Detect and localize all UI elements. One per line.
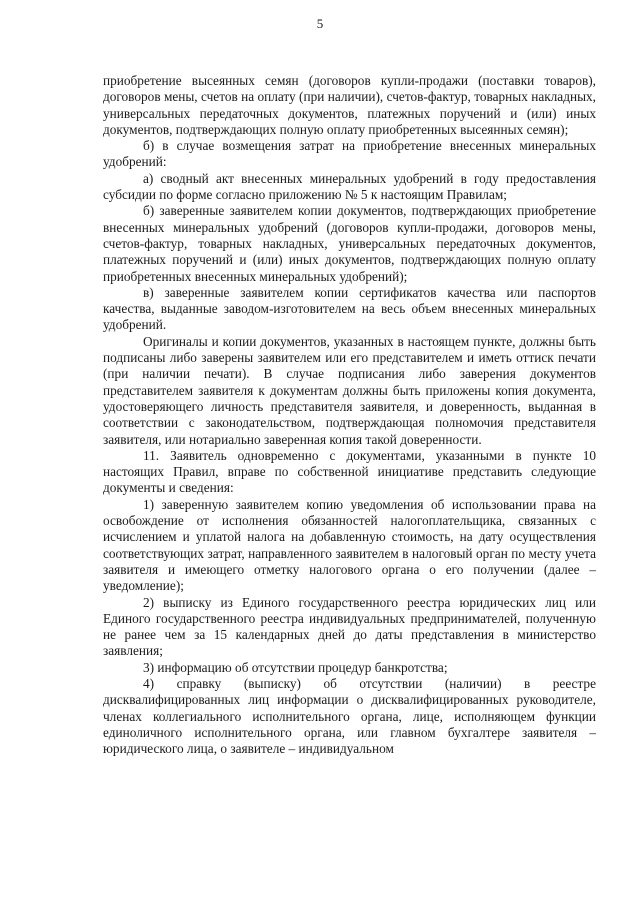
paragraph-item-4: 4) справку (выписку) об отсутствии (наличии) в реестре дисквалифицированных лиц информации о дисквалифицированных руководителе, членах коллегиального исполнительного органа, лице, исполняющем функции единоличного исполнительного органа, или главном бухгалтере заявителя – юридического лица, о заявителе – индивидуальном [103,675,596,757]
page-number: 5 [316,16,324,31]
paragraph-item-1: 1) заверенную заявителем копию уведомления об использовании права на освобождение от исполнения обязанностей налогоплательщика, связанных с исчислением и уплатой налога на добавленную стоимость, на дату осуществления соответствующих затрат, направленного заявителем в налоговый орган по месту учета заявителя и имеющего отметку налогового органа о его получении (далее – уведомление); [103,496,596,594]
paragraph-subitem-a: а) сводный акт внесенных минеральных удобрений в году предоставления субсидии по форме согласно приложению № 5 к настоящим Правилам; [103,170,596,203]
paragraph-subitem-b: б) заверенные заявителем копии документов, подтверждающих приобретение внесенных минеральных удобрений (договоров купли-продажи, договоров мены, счетов-фактур, товарных накладных, универсальных передаточных документов, платежных поручений и (или) иных документов, подтверждающих полную оплату приобретенных внесенных минеральных удобрений); [103,203,596,284]
paragraph-item-b: б) в случае возмещения затрат на приобретение внесенных минеральных удобрений: [103,138,596,170]
paragraph-clause-11: 11. Заявитель одновременно с документами, указанными в пункте 10 настоящих Правил, вправе по собственной инициативе представить следующие документы и сведения: [103,447,596,496]
paragraph-continuation: приобретение высеянных семян (договоров купли-продажи (поставки товаров), договоров мены, счетов на оплату (при наличии), счетов-фактур, товарных накладных, универсальных передаточных документов, платежных поручений и (или) иных документов, подтверждающих полную оплату приобретенных высеянных семян); [103,73,596,137]
paragraph-subitem-v: в) заверенные заявителем копии сертификатов качества или паспортов качества, выданные заводом-изготовителем на весь объем внесенных минеральных удобрений. [103,284,596,333]
paragraph-item-2: 2) выписку из Единого государственного реестра юридических лиц или Единого государственного реестра индивидуальных предпринимателей, полученную не ранее чем за 15 календарных дней до даты представления в министерство заявления; [103,594,596,659]
paragraph-originals-copies: Оригиналы и копии документов, указанных в настоящем пункте, должны быть подписаны либо заверены заявителем или его представителем и иметь оттиск печати (при наличии печати). В случае подписания либо заверения документов представителем заявителя к документам должны быть приложены копия документа, удостоверяющего личность представителя заявителя, и доверенность, выданная в соответствии с законодательством, подтверждающая полномочия представителя заявителя, или нотариально заверенная копия такой доверенности. [103,333,596,447]
document-body [103,73,596,757]
paragraph-item-3: 3) информацию об отсутствии процедур банкротства; [143,659,448,675]
